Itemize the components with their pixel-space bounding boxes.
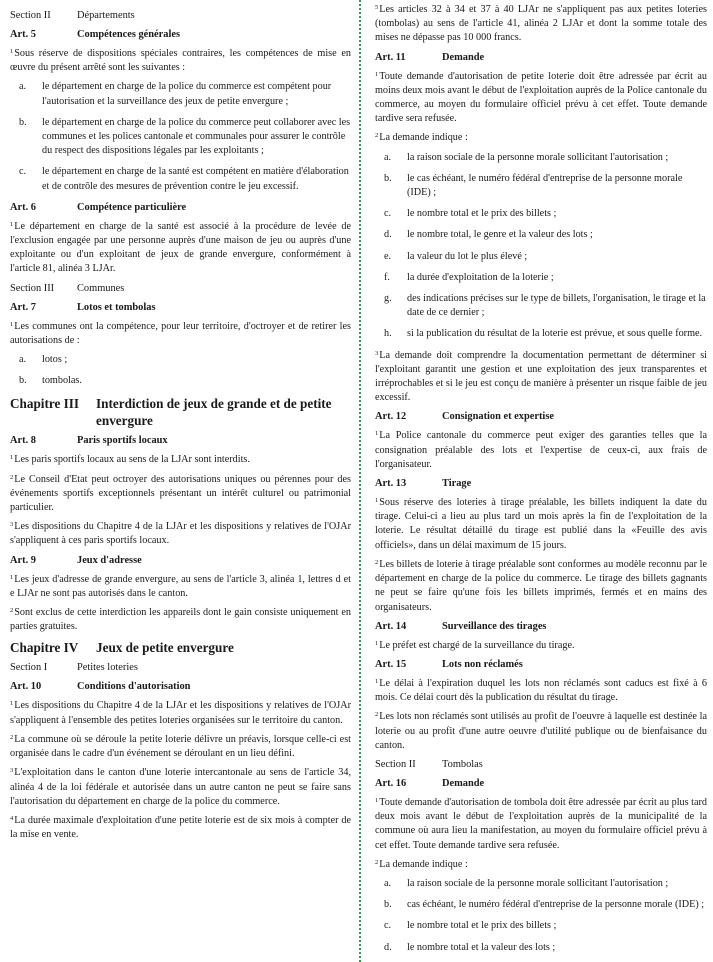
paragraph-text: La commune où se déroule la petite loterie délivre un préavis, lorsque celle-ci est organisée dans le cadre d'un événement se déroulant en un lieu défini.: [10, 733, 351, 760]
list-marker: b.: [384, 899, 392, 911]
paragraph-number: 1: [375, 677, 379, 685]
article-title: Compétence particulière: [77, 201, 187, 213]
list-marker: b.: [384, 172, 392, 184]
list-marker: a.: [384, 877, 392, 889]
paragraph-number: 2: [375, 711, 379, 719]
article-title: Lots non réclamés: [442, 658, 523, 670]
list-text: la raison sociale de la personne morale sollicitant l'autorisation ;: [407, 877, 669, 889]
list-text: le département en charge de la police du commerce peut collaborer avec les communes et les polices cantonale et communales pour assurer le contrôle du respect des dispositions légales par les exploitants ;: [42, 116, 351, 157]
paragraph-text: Les billets de loterie à tirage préalable sont conformes au modèle reconnu par le département en charge de la police du commerce. Le tirage des billets gagnants ne peut se faire qu'une fois les billets imprimés, fermés et en mains des organisateurs.: [375, 558, 707, 613]
article-heading: [10, 434, 351, 447]
paragraph-text: Les paris sportifs locaux au sens de la LJAr sont interdits.: [14, 454, 250, 466]
paragraph: [10, 814, 351, 842]
article-title: Demande: [442, 51, 485, 63]
article-number: Art. 5: [10, 29, 36, 40]
paragraph: [375, 558, 707, 615]
list-item: [375, 228, 707, 242]
list-item: [375, 250, 707, 264]
list-marker: f.: [384, 271, 390, 283]
list-text: la durée d'exploitation de la loterie ;: [407, 271, 554, 283]
article-heading: [10, 680, 351, 693]
paragraph-text: Le préfet est chargé de la surveillance du tirage.: [379, 639, 575, 651]
chapter-label: Chapitre III: [10, 396, 80, 412]
list-text: des indications précises sur le type de billets, l'organisation, le tirage et la date de ce dernier ;: [407, 293, 706, 319]
paragraph-number: 2: [10, 473, 14, 481]
list-text: lotos ;: [42, 354, 68, 366]
article-number: Art. 6: [10, 201, 36, 213]
list-marker: a.: [19, 81, 27, 93]
list-marker: c.: [19, 166, 27, 178]
article-number: Art. 15: [375, 658, 407, 670]
list-item: [375, 919, 707, 933]
paragraph: [10, 699, 351, 727]
paragraph-number: 4: [10, 814, 14, 822]
paragraph: [10, 520, 351, 548]
list-item: [10, 116, 351, 159]
list-marker: h.: [384, 328, 392, 340]
left-column: [0, 0, 359, 847]
paragraph-number: 3: [375, 349, 379, 357]
paragraph: [10, 473, 351, 516]
right-column: [359, 0, 713, 962]
list-text: si la publication du résultat de la loterie est prévue, et sous quelle forme.: [407, 328, 703, 340]
list-text: le nombre total et le prix des billets ;: [407, 208, 557, 220]
list-item: [375, 877, 707, 891]
chapter-title: Jeux de petite envergure: [96, 640, 234, 656]
paragraph-text: Le délai à l'expiration duquel les lots non réclamés sont caducs est fixé à 6 mois. Ce délai court dès la publication du résultat du tirage.: [375, 677, 707, 704]
article-title: Lotos et tombolas: [77, 301, 156, 313]
paragraph: [375, 3, 707, 46]
paragraph-number: 1: [10, 320, 14, 328]
paragraph: [375, 70, 707, 127]
chapter-label: Chapitre IV: [10, 640, 79, 656]
list-marker: c.: [384, 208, 392, 220]
section-label: Section I: [10, 662, 48, 674]
paragraph: [10, 733, 351, 761]
paragraph-text: Toute demande d'autorisation de petite loterie doit être adressée par écrit au moins deux mois avant le début de l'exploitation auprès de la Police cantonale du commerce, au moyen du formulaire officiel prévu à cet effet. Toute demande tardive sera refusée.: [375, 70, 707, 125]
paragraph-text: Les jeux d'adresse de grande envergure, au sens de l'article 3, alinéa 1, lettres d et e LJAr ne sont pas autorisés dans le canton.: [10, 573, 351, 599]
section-label: Section II: [10, 10, 51, 21]
list-item: [375, 207, 707, 221]
article-heading: [375, 658, 707, 671]
article-title: Surveillance des tirages: [442, 620, 547, 632]
paragraph: [375, 710, 707, 753]
section-heading: [10, 282, 351, 295]
paragraph: [375, 858, 707, 872]
paragraph-number: 1: [10, 48, 14, 55]
paragraph-text: La durée maximale d'exploitation d'une petite loterie est de six mois à compter de la mise en vente.: [10, 814, 351, 841]
paragraph-text: Les articles 32 à 34 et 37 à 40 LJAr ne s'appliquent pas aux petites loteries (tombolas) au sens de l'article 41, alinéa 2 LJAr et dont la somme totale des mises ne dépasse pas 10 000 francs.: [375, 4, 707, 44]
paragraph-text: Sous réserve de dispositions spéciales contraires, les compétences de mise en œuvre du présent arrêté sont les suivantes :: [10, 48, 351, 74]
paragraph: [10, 320, 351, 348]
paragraph-number: 1: [10, 454, 14, 462]
paragraph: [375, 349, 707, 406]
paragraph-number: 1: [375, 70, 379, 78]
paragraph: [375, 131, 707, 145]
list-item: [375, 941, 707, 955]
paragraph-number: 1: [10, 220, 14, 228]
paragraph: [10, 606, 351, 634]
list-marker: c.: [384, 920, 392, 932]
article-heading: [375, 51, 707, 64]
chapter-heading: [10, 639, 351, 656]
paragraph: [375, 429, 707, 472]
article-heading: [375, 410, 707, 423]
article-number: Art. 7: [10, 301, 36, 313]
article-heading: [10, 28, 351, 41]
paragraph-number: 2: [10, 607, 14, 615]
paragraph: [10, 453, 351, 467]
list-marker: a.: [384, 151, 392, 163]
paragraph-number: 2: [375, 858, 379, 866]
article-title: Consignation et expertise: [442, 411, 554, 423]
paragraph: [375, 639, 707, 653]
paragraph-text: Les dispositions du Chapitre 4 de la LJAr et les dispositions y relatives de l'OJAr s'appliquent à ces paris sportifs locaux.: [10, 521, 351, 547]
list-marker: d.: [384, 941, 392, 953]
paragraph-text: Le département en charge de la santé est associé à la procédure de levée de l'exclusion engagée par une personne auprès d'une maison de jeu ou auprès d'une exploitante ou d'un exploitant de jeux de grande envergure, conformément à l'article 81, alinéa 3 LJAr.: [10, 220, 351, 275]
list-text: le nombre total et la valeur des lots ;: [407, 941, 556, 953]
article-heading: [375, 620, 707, 633]
list-marker: g.: [384, 293, 392, 305]
article-number: Art. 12: [375, 411, 407, 423]
list-text: la valeur du lot le plus élevé ;: [407, 250, 528, 262]
list-text: le département en charge de la santé est compétent en matière d'élaboration et de contrôle des mesures de prévention contre le jeu excessif.: [42, 166, 349, 192]
section-label: Section II: [375, 758, 416, 770]
list-item: [375, 898, 707, 912]
section-heading: [375, 758, 707, 771]
list-text: cas échéant, le numéro fédéral d'entreprise de la personne morale (IDE) ;: [407, 899, 705, 911]
paragraph-text: Les dispositions du Chapitre 4 de la LJAr et les dispositions y relatives de l'OJAr s'appliquent à l'ensemble des petites loteries organisées sur le territoire du canton.: [10, 700, 351, 726]
article-number: Art. 8: [10, 435, 36, 447]
list-item: [375, 327, 707, 341]
paragraph-number: 2: [10, 733, 14, 741]
article-number: Art. 9: [10, 554, 36, 566]
paragraph: [10, 220, 351, 277]
list-item: [375, 271, 707, 285]
paragraph-number: 5: [375, 4, 379, 11]
article-number: Art. 16: [375, 777, 407, 789]
article-heading: [375, 777, 707, 790]
list-marker: b.: [19, 116, 27, 128]
paragraph-number: 1: [375, 497, 379, 505]
list-item: [10, 80, 351, 108]
list-item: [375, 151, 707, 165]
paragraph: [10, 47, 351, 75]
list-text: la raison sociale de la personne morale sollicitant l'autorisation ;: [407, 151, 669, 163]
article-number: Art. 10: [10, 681, 42, 693]
list-item: [375, 172, 707, 200]
paragraph-text: La demande doit comprendre la documentation permettant de déterminer si l'exploitant garantit une gestion et une exploitation des jeux transparentes et irréprochables et si le jeu est conçu de manière à présenter un risque faible de jeu excessif.: [375, 349, 707, 404]
section-title: Petites loteries: [77, 662, 138, 674]
section-title: Tombolas: [442, 758, 483, 770]
paragraph-number: 2: [375, 132, 379, 140]
article-title: Jeux d'adresse: [77, 554, 142, 566]
list-text: tombolas.: [42, 375, 82, 387]
paragraph-text: Sont exclus de cette interdiction les appareils dont le gain consiste uniquement en parties gratuites.: [10, 607, 351, 633]
article-title: Conditions d'autorisation: [77, 681, 191, 693]
article-title: Paris sportifs locaux: [77, 435, 168, 447]
list-item: [10, 374, 351, 388]
paragraph: [375, 496, 707, 553]
paragraph-text: Les lots non réclamés sont utilisés au profit de l'oeuvre à laquelle est destinée la loterie ou au profit d'une autre oeuvre d'utilité publique ou de bienfaisance du canton.: [375, 711, 707, 751]
chapter-heading: [10, 395, 351, 429]
list-text: le nombre total et le prix des billets ;: [407, 920, 557, 932]
paragraph-text: L'exploitation dans le canton d'une loterie intercantonale au sens de l'article 34, alinéa 4 de la loi fédérale et autorisée dans un autre canton ne peut se faire sans l'autorisation du département en charge de la police du commerce.: [10, 767, 351, 807]
section-title: Départements: [77, 10, 135, 21]
list-item: [375, 292, 707, 320]
article-number: Art. 14: [375, 620, 407, 632]
section-label: Section III: [10, 282, 55, 294]
article-title: Demande: [442, 777, 485, 789]
section-heading: [10, 9, 351, 22]
paragraph-number: 3: [10, 767, 14, 775]
paragraph: [375, 796, 707, 853]
list-marker: b.: [19, 375, 27, 387]
list-text: le nombre total, le genre et la valeur des lots ;: [407, 229, 593, 241]
section-title: Communes: [77, 282, 125, 294]
paragraph-text: La Police cantonale du commerce peut exiger des garanties telles que la consignation préalable des lots et l'expertise de ceux-ci, aux frais de l'organisateur.: [375, 430, 707, 470]
paragraph-text: Toute demande d'autorisation de tombola doit être adressée par écrit au plus tard deux mois avant le début de l'exploitation auprès de la municipalité de la commune où aura lieu la manifestation, au moyen du formulaire officiel prévu à cet effet. Toute demande tardive sera refusée.: [375, 796, 707, 851]
paragraph-number: 2: [375, 558, 379, 566]
article-title: Compétences générales: [77, 29, 181, 40]
list-item: [10, 353, 351, 367]
paragraph-text: Sous réserve des loteries à tirage préalable, les billets indiquent la date du tirage. Celui-ci a lieu au plus tard un mois après la fin de l'exploitation de la loterie. Le résultat détaillé du tirage est publié dans la «Feuille des avis officiels», dans un délai maximum de 15 jours.: [375, 497, 707, 551]
paragraph-text: La demande indique :: [379, 858, 468, 870]
paragraph-number: 1: [10, 573, 14, 581]
paragraph-number: 1: [10, 700, 14, 708]
paragraph-text: Les communes ont la compétence, pour leur territoire, d'octroyer et de retirer les autorisations de :: [10, 320, 351, 346]
list-marker: d.: [384, 229, 392, 241]
article-heading: [10, 554, 351, 567]
paragraph: [375, 677, 707, 705]
list-text: le département en charge de la police du commerce est compétent pour l'autorisation et la surveillance des jeux de petite envergure ;: [42, 81, 332, 107]
list-item: [10, 165, 351, 193]
paragraph-text: La demande indique :: [379, 132, 468, 144]
article-heading: [10, 301, 351, 314]
article-number: Art. 11: [375, 51, 406, 63]
paragraph-number: 1: [375, 430, 379, 438]
chapter-title: Interdiction de jeux de grande et de petite envergure: [96, 396, 332, 429]
section-heading: [10, 661, 351, 674]
paragraph-text: Le Conseil d'Etat peut octroyer des autorisations uniques ou pérennes pour des événements sportifs exceptionnels présentant un intérêt culturel ou patrimonial particulier.: [10, 473, 351, 514]
paragraph: [10, 573, 351, 601]
list-marker: a.: [19, 354, 27, 366]
article-heading: [375, 477, 707, 490]
paragraph: [10, 766, 351, 809]
paragraph-number: 1: [375, 639, 379, 647]
article-number: Art. 13: [375, 478, 407, 490]
article-heading: [10, 201, 351, 214]
paragraph-number: 3: [10, 521, 14, 529]
paragraph-number: 1: [375, 796, 379, 804]
article-title: Tirage: [442, 478, 472, 490]
list-text: le cas échéant, le numéro fédéral d'entreprise de la personne morale (IDE) ;: [407, 172, 683, 199]
list-marker: e.: [384, 250, 392, 262]
